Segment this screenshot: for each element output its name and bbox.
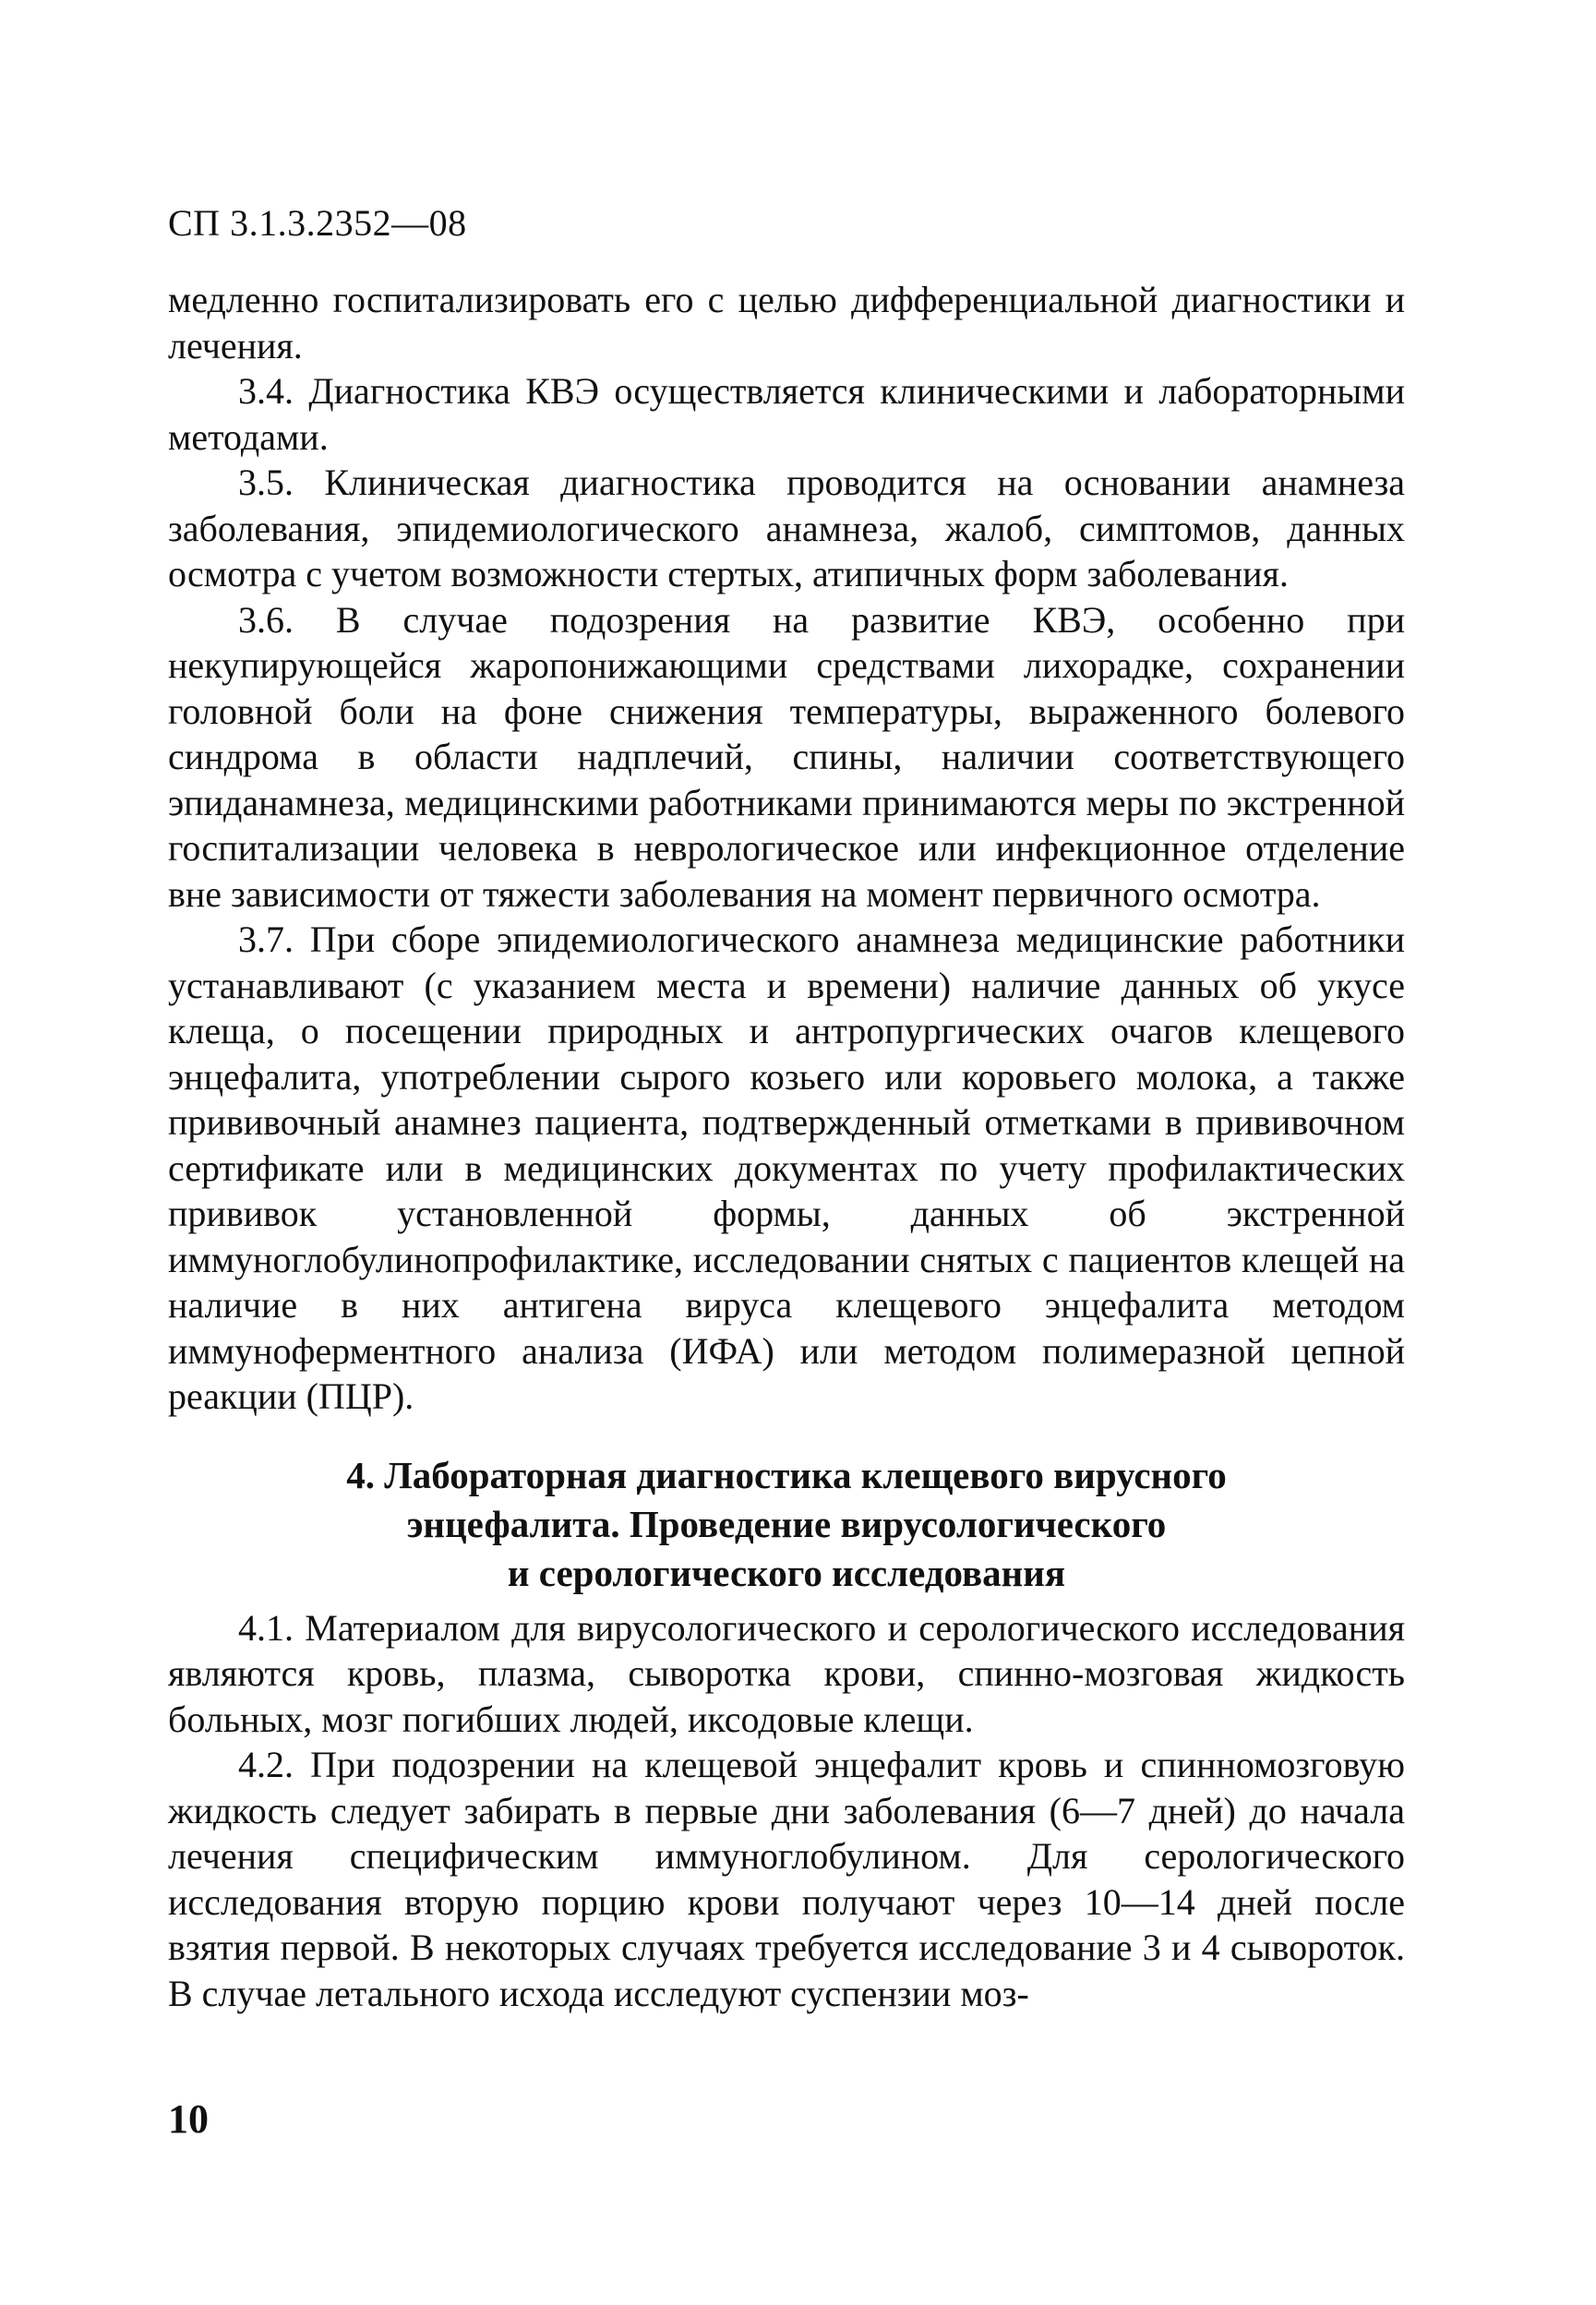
paragraph-continuation: медленно госпитализировать его с целью дифференциальной диагностики и лечения. xyxy=(168,279,1405,366)
section-4-title-line-1: 4. Лабораторная диагностика клещевого вирусного xyxy=(346,1453,1227,1496)
paragraph-3-5: 3.5. Клиническая диагностика проводится на основании анамнеза заболевания, эпидемиологического анамнеза, жалоб, симптомов, данных осмотра с учетом возможности стертых, атипичных форм заболевания. xyxy=(168,462,1405,594)
paragraph-3-6: 3.6. В случае подозрения на развитие КВЭ, особенно при некупирующейся жаропонижающими средствами лихорадке, сохранении головной боли на фоне снижения температуры, выраженного болевого синдрома в области надплечий, спины, наличии соответствующего эпиданамнеза, медицинскими работниками принимаются меры по экстренной госпитализации человека в неврологическое или инфекционное отделение вне зависимости от тяжести заболевания на момент первичного осмотра. xyxy=(168,598,1405,915)
document-code-header: СП 3.1.3.2352—08 xyxy=(168,202,467,244)
paragraph-3-4: 3.4. Диагностика КВЭ осуществляется клиническими и лабораторными методами. xyxy=(168,370,1405,458)
paragraph-3-7: 3.7. При сборе эпидемиологического анамнеза медицинские работники устанавливают (с указанием места и времени) наличие данных об укусе клеща, о посещении природных и антропургических очагов клещевого энцефалита, употреблении сырого козьего или коровьего молока, а также прививочный анамнез пациента, подтвержденный отметками в прививочном сертификате или в медицинских документах по учету профилактических прививок установленной формы, данных об экстренной иммуноглобулинопрофилактике, исследовании снятых с пациентов клещей на наличие в них антигена вируса клещевого энцефалита методом иммуноферментного анализа (ИФА) или методом полимеразной цепной реакции (ПЦР). xyxy=(168,918,1405,1417)
section-4-title-line-2: энцефалита. Проведение вирусологического xyxy=(406,1502,1167,1545)
section-4-title xyxy=(168,1451,1405,1598)
section-4-title-line-3: и серологического исследования xyxy=(507,1551,1066,1594)
paragraph-4-1: 4.1. Материалом для вирусологического и серологического исследования являются кровь, плазма, сыворотка крови, спинно-мозговая жидкость больных, мозг погибших людей, иксодовые клещи. xyxy=(168,1606,1405,1740)
paragraph-4-2: 4.2. При подозрении на клещевой энцефалит кровь и спинномозговую жидкость следует забирать в первые дни заболевания (6—7 дней) до начала лечения специфическим иммуноглобулином. Для серологического исследования вторую порцию крови получают через 10—14 дней после взятия первой. В некоторых случаях требуется исследование 3 и 4 сывороток. В случае летального исхода исследуют суспензии моз- xyxy=(168,1744,1405,2014)
body-text xyxy=(168,277,1405,2016)
page-number: 10 xyxy=(168,2096,209,2142)
